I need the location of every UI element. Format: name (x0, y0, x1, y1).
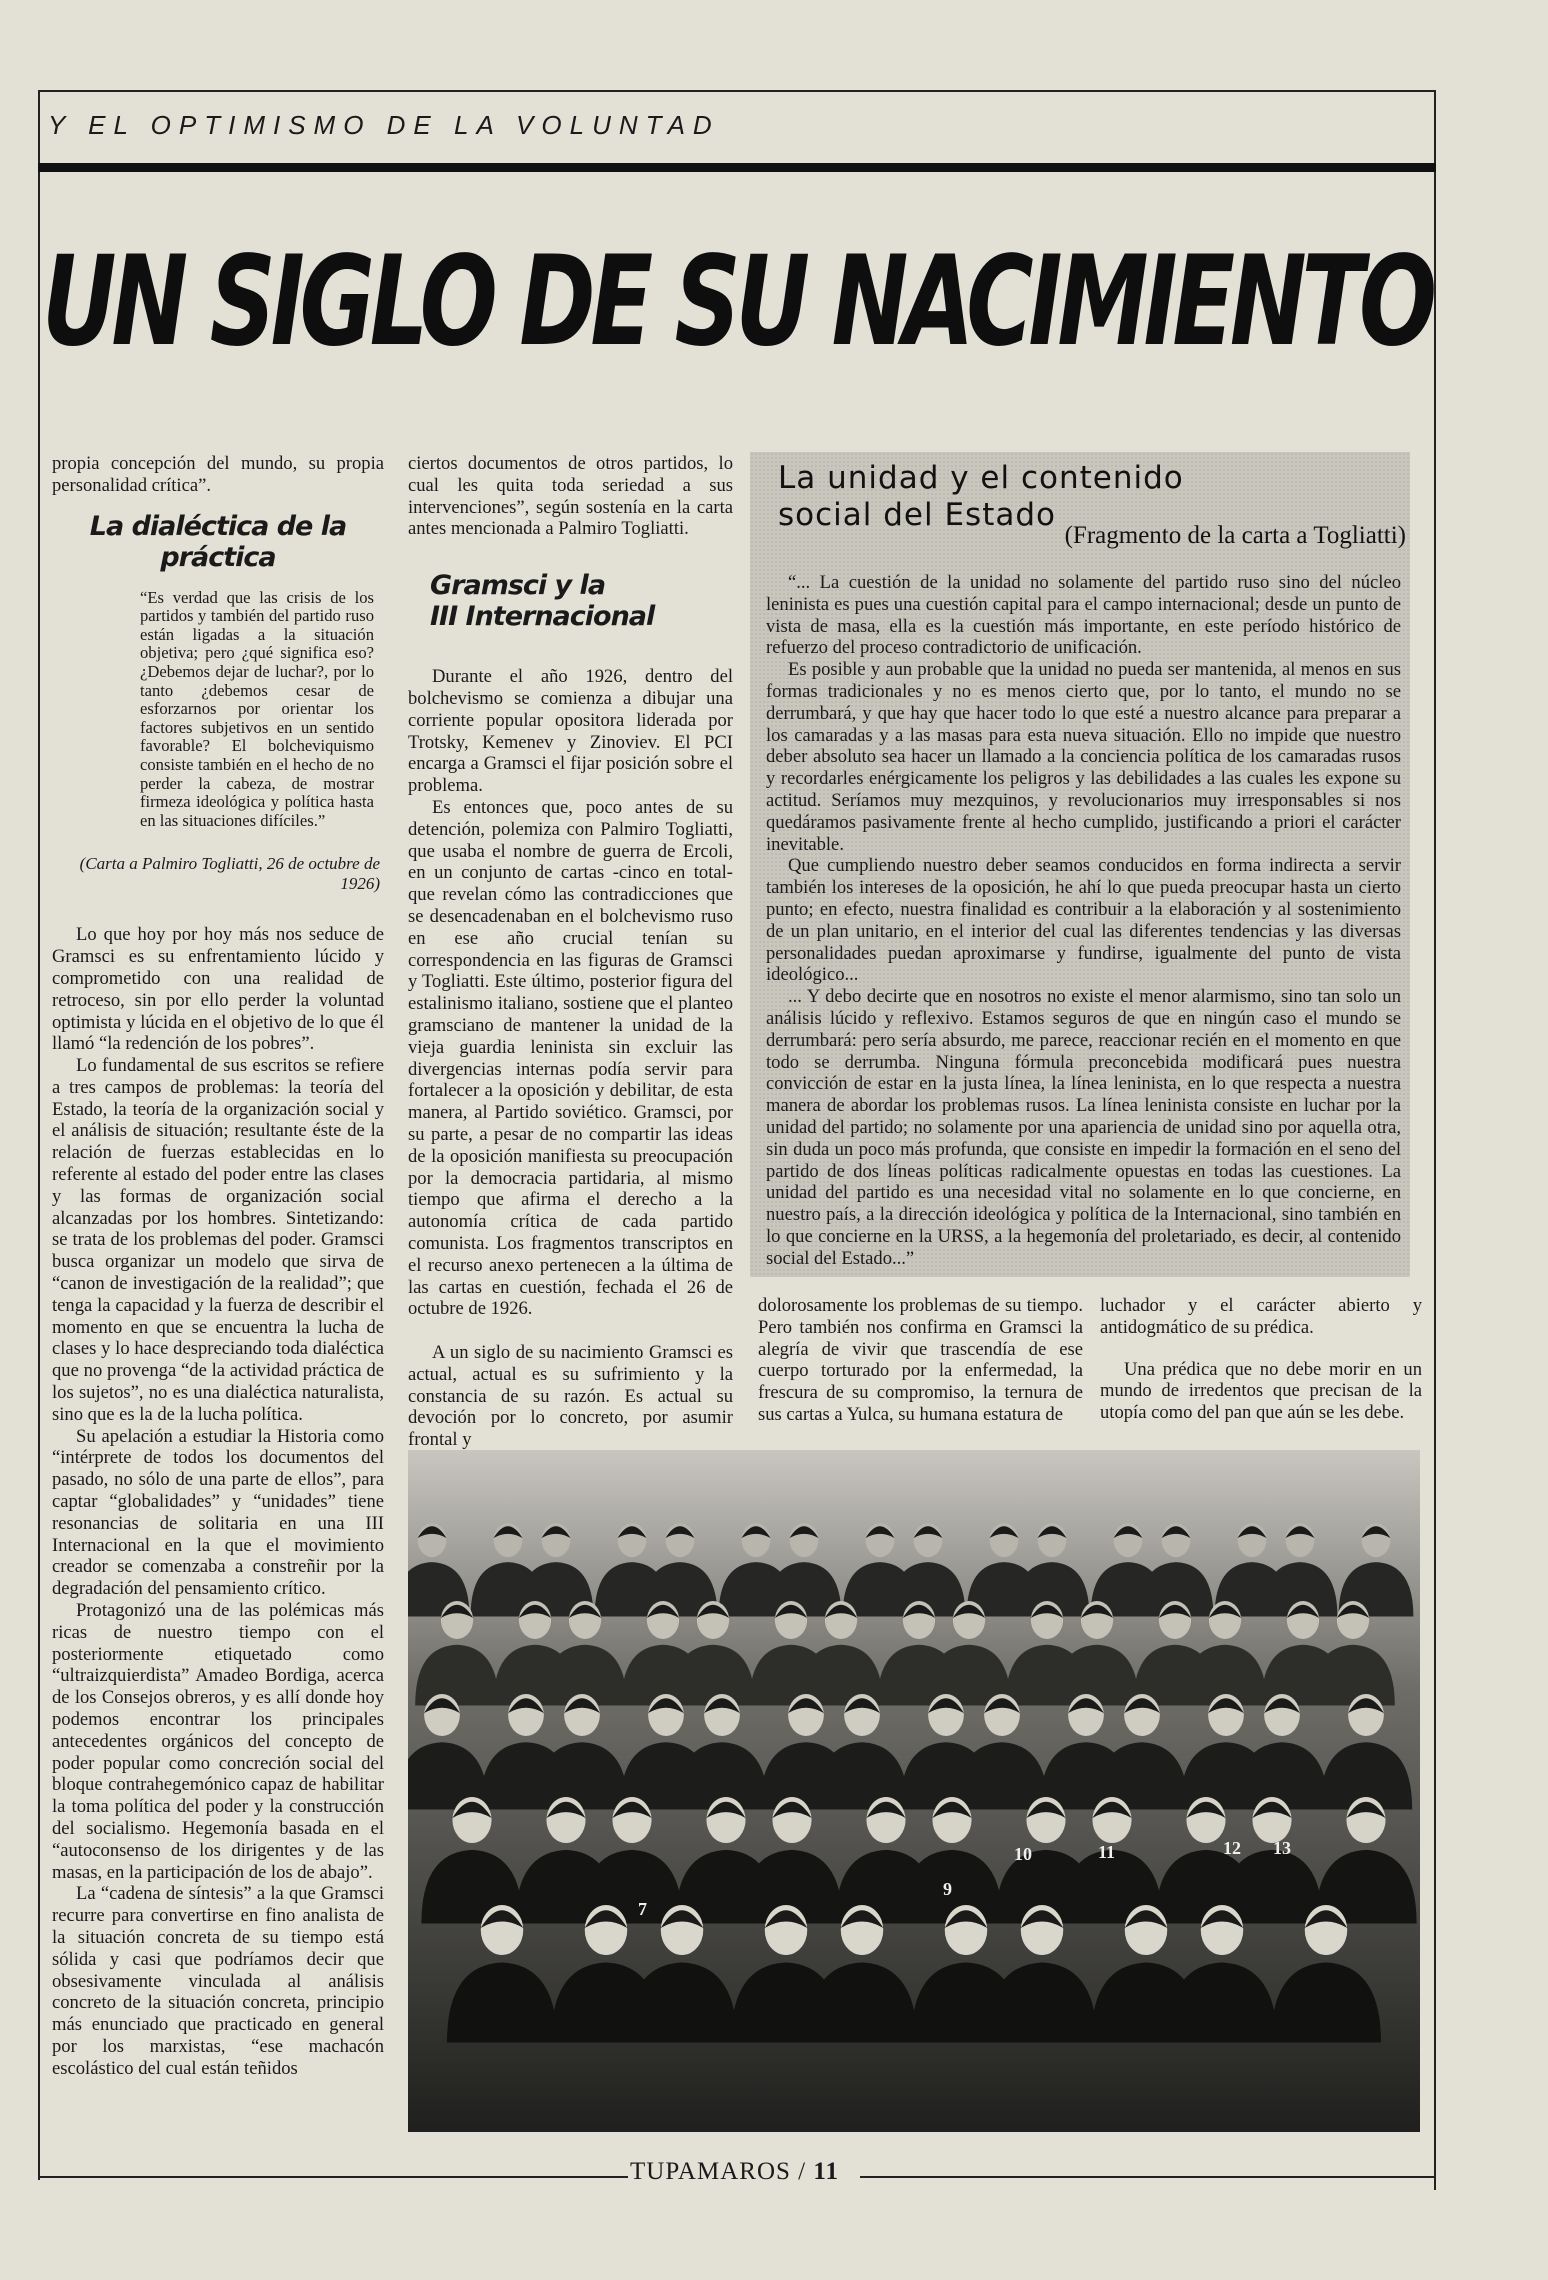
col-a-paragraph-1: propia concepción del mundo, su propia personalidad crítica”. (52, 453, 384, 496)
group-photo-illustration (408, 1450, 1420, 2132)
headline: UN SIGLO DE SU NACIMIENTO (42, 230, 1432, 374)
photo-label-7: 7 (638, 1899, 647, 1919)
footer-separator: / (798, 2158, 807, 2185)
publication-name: TUPAMAROS (630, 2158, 791, 2185)
page-footer (630, 2158, 839, 2186)
subhead-gramsci-internacional (430, 570, 733, 632)
col-b-paragraph-2: Durante el año 1926, dentro del bolchevismo se comienza a dibujar una corriente popular opositora liderada por Trotsky, Kemenev y Zinoviev. El PCI encarga a Gramsci el fijar posición sobre el problema. (408, 666, 733, 797)
column-a (52, 453, 384, 2080)
section-kicker: Y EL OPTIMISMO DE LA VOLUNTAD (48, 110, 720, 140)
footer-rule-left (38, 2176, 628, 2178)
photo-label-13: 13 (1273, 1838, 1291, 1858)
box-body (766, 572, 1401, 1270)
group-photo (408, 1450, 1420, 2132)
photo-label-12: 12 (1223, 1838, 1241, 1858)
column-c (758, 1295, 1083, 1426)
photo-label-10: 10 (1014, 1844, 1032, 1864)
col-a-paragraph-6: La “cadena de síntesis” a la que Gramsci recurre para convertirse en fino analista de la situación concreta de su tiempo está sólida y casi que podríamos decir que obsesivamente vinculada al análisis concreto de la situación concreta, principio más enunciado que practicado en general por los marxistas, “ese machacón escolástico del cual están teñidos (52, 1883, 384, 2079)
footer-rule-right (860, 2176, 1434, 2178)
right-frame-rule (1434, 90, 1436, 2190)
col-a-paragraph-4: Su apelación a estudiar la Historia como “intérprete de todos los documentos del pasado, no sólo de una parte de ellos”, para captar “globalidades” y “unidades” tiene resonancias de solitaria en una III Internacional en la que el movimiento creador se comenzaba a constreñir por la degradación del pensamiento crítico. (52, 1425, 384, 1600)
box-paragraph-1: “... La cuestión de la unidad no solamente del partido ruso sino del núcleo leninista es pues una cuestión capital para el campo internacional; desde un punto de vista de masa, ella es la cuestión más importante, en este período histórico de refuerzo del proceso contradictorio de unificación. (766, 572, 1401, 659)
box-subtitle: (Fragmento de la carta a Togliatti) (1064, 522, 1406, 549)
col-b-paragraph-1: ciertos documentos de otros partidos, lo cual les quita toda seriedad a sus intervenciones”, según sostenía en la carta antes mencionada a Palmiro Togliatti. (408, 453, 733, 540)
gramsci-quote: “Es verdad que las crisis de los partidos y también del partido ruso están ligadas a la situación objetiva; pero ¿qué significa eso? ¿Debemos dejar de luchar?, por lo tanto ¿debemos cesar de esforzarnos por orientar los factores subjetivos en un sentido favorable? El bolcheviquismo consiste también en el hecho de no perder la cabeza, de mostrar firmeza ideológica y política hasta en las situaciones difíciles.” (140, 587, 374, 830)
col-b-paragraph-3: Es entonces que, poco antes de su detención, polemiza con Palmiro Togliatti, que usaba el nombre de guerra de Ercoli, en un conjunto de cartas -cinco en total- que revelan cómo las contradicciones que se desencadenaban en el bolchevismo ruso en ese año crucial tenían su correspondencia en las figuras de Gramsci y Togliatti. Este último, posterior figura del estalinismo italiano, sostiene que el planteo gramsciano de mantener la unidad de la vieja guardia leninista sin excluir las divergencias internas podía servir para fortalecer a la oposición y debilitar, de esta manera, al Partido soviético. Gramsci, por su parte, a pesar de no compartir las ideas de la oposición manifiesta su preocupación por la democracia partidaria, al mismo tiempo que afirma el derecho a la autonomía crítica de cada partido comunista. Los fragmentos transcriptos en el recurso anexo pertenecen a la última de las cartas en cuestión, fechada el 26 de octubre de 1926. (408, 796, 733, 1320)
column-b (408, 453, 733, 1451)
col-c-paragraph-1: dolorosamente los problemas de su tiempo. Pero también nos confirma en Gramsci la alegría de vivir que trascendía de ese cuerpo torturado por la enfermedad, la frescura de su compromiso, la ternura de sus cartas a Yulca, su humana estatura de (758, 1295, 1083, 1425)
left-frame-rule (38, 90, 40, 2180)
photo-label-9: 9 (943, 1879, 952, 1899)
box-title-line-1: La unidad y el contenido (778, 460, 1184, 496)
photo-label-11: 11 (1098, 1842, 1116, 1862)
col-a-paragraph-5: Protagonizó una de las polémicas más ricas de nuestro tiempo con el posteriormente etiquetado como “ultraizquierdista” Amadeo Bordiga, acerca de los Consejos obreros, y es allí donde hoy podemos encontrar los principales antecedentes orgánicos del concepto de poder popular como concreción social del bloque contrahegemónico capaz de habilitar la toma política del poder y la construcción del socialismo. Hegemonía basada en el “autoconsenso de los dirigentes y de las masas, en la participación de los de abajo”. (52, 1600, 384, 1883)
box-title-line-2: social del Estado (778, 497, 1056, 533)
quote-citation: (Carta a Palmiro Togliatti, 26 de octubre de 1926) (79, 854, 380, 894)
box-paragraph-2: Es posible y aun probable que la unidad no pueda ser mantenida, al menos en sus formas tradicionales y no es menos cierto que, por lo tanto, el mundo no se derrumbará, y que hay que hacer todo lo que esté a nuestro alcance para preparar a los camaradas y a las masas para esta nueva situación. Ello no impide que nuestro deber absoluto sea hacer un llamado a la conciencia política de los camaradas rusos y recordarles enérgicamente los peligros y las debilidades a las cuales les expone su actitud. Seríamos muy mezquinos, y revolucionarios muy irresponsables si nos quedáramos pasivamente frente al hecho cumplido, justificando a priori el carácter inevitable. (766, 659, 1401, 855)
col-d-paragraph-1: luchador y el carácter abierto y antidogmático de su prédica. (1100, 1295, 1422, 1338)
subhead-line-1: Gramsci y la (430, 570, 606, 602)
subhead-line-2: III Internacional (430, 601, 655, 633)
col-d-paragraph-2: Una prédica que no debe morir en un mundo de irredentos que precisan de la utopía como del pan que aún se les debe. (1100, 1358, 1422, 1424)
box-paragraph-4: ... Y debo decirte que en nosotros no existe el menor alarmismo, sino tan solo un análisis lúcido y reflexivo. Estamos seguros de que en ningún caso el mundo se derrumbará: pero sería absurdo, me parece, reaccionar recién en el momento en que todo se derrumba. Ninguna fórmula preconcebida modificará pues nuestra convicción de estar en la justa línea, la línea leninista, en lo que respecta a nuestra manera de abordar los problemas rusos. La línea leninista consiste en luchar por la unidad del partido; no solamente por una apariencia de unidad sino por aquella otra, sin duda un poco más profunda, que consiste en impedir la formación en el seno del partido de dos líneas políticas radicalmente opuestas en todas las cuestiones. La unidad del partido es una necesidad vital no solamente en lo que concierne, en nuestro país, a la dirección ideológica y política de la Internacional, sino también en lo que concierne en la URSS, a la hegemonía del proletariado, es decir, al contenido social del Estado...” (766, 986, 1401, 1269)
letter-excerpt-box (750, 452, 1410, 1277)
col-b-paragraph-4: A un siglo de su nacimiento Gramsci es actual, actual es su sufrimiento y la constancia de su razón. Es actual su devoción por lo concreto, por asumir frontal y (408, 1342, 733, 1451)
page-number: 11 (813, 2158, 839, 2185)
column-d (1100, 1295, 1422, 1424)
col-a-paragraph-2: Lo que hoy por hoy más nos seduce de Gramsci es su enfrentamiento lúcido y comprometido con una realidad de retroceso, sin por ello perder la voluntad optimista y lúcida en el objetivo de lo que él llamó “la redención de los pobres”. (52, 924, 384, 1055)
top-frame-rule (38, 90, 1434, 92)
box-paragraph-3: Que cumpliendo nuestro deber seamos conducidos en forma indirecta a servir también los intereses de la oposición, he ahí lo que pueda preocupar hasta un cierto punto; en efecto, nuestra finalidad es contribuir a la elaboración y al sostenimiento de un plan unitario, en el interior del cual las diferentes tendencias y las diversas personalidades puedan aproximarse y fundirse, igualmente del punto de vista ideológico... (766, 855, 1401, 986)
col-a-paragraph-3: Lo fundamental de sus escritos se refiere a tres campos de problemas: la teoría del Estado, la teoría de la organización social y el análisis de situación; resultante éste de la relación de fuerzas establecidas en lo referente al estado del poder entre las clases y las formas de organización social alcanzadas por los hombres. Sintetizando: se trata de los problemas del poder. Gramsci busca organizar un modelo que sirva de “canon de investigación de la realidad”; que tenga la capacidad y la fuerza de describir el momento en que se encuentra la lucha de clases y lo hace despreciando toda dialéctica que no provenga “de la actividad práctica de los sujetos”, no es una dialéctica naturalista, sino que es la de la lucha política. (52, 1055, 384, 1425)
subhead-dialectica: La dialéctica de la práctica (89, 510, 347, 573)
header-rule (38, 163, 1436, 172)
